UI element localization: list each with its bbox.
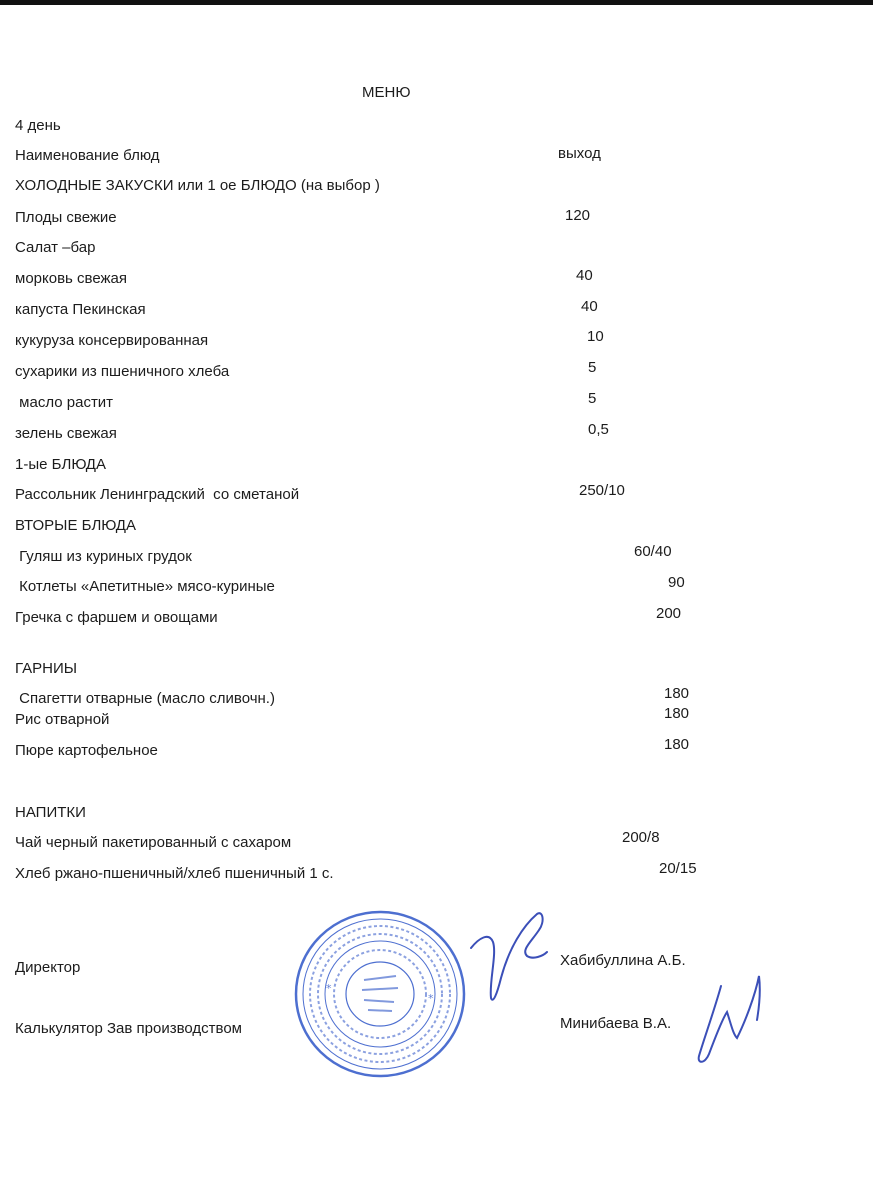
production-role: Калькулятор Зав производством <box>15 1020 242 1037</box>
dish-yield: 90 <box>668 574 685 591</box>
official-stamp <box>294 910 466 1078</box>
director-role: Директор <box>15 959 81 976</box>
section-drinks: НАПИТКИ <box>15 804 86 821</box>
dish-yield: 20/15 <box>659 860 697 877</box>
header-name: Наименование блюд <box>15 147 160 164</box>
dish-name: Рассольник Ленинградский со сметаной <box>15 486 300 503</box>
dish-yield: 60/40 <box>634 543 672 560</box>
dish-name: капуста Пекинская <box>15 301 146 318</box>
director-signature <box>465 908 550 1008</box>
dish-name: Рис отварной <box>15 711 110 728</box>
dish-yield: 200 <box>656 605 682 622</box>
dish-yield: 200/8 <box>622 829 660 846</box>
section-second-courses: ВТОРЫЕ БЛЮДА <box>15 517 136 534</box>
dish-name: морковь свежая <box>15 270 127 287</box>
dish-yield: 40 <box>576 267 593 284</box>
dish-name: сухарики из пшеничного хлеба <box>15 363 230 380</box>
dish-yield: 5 <box>588 359 597 376</box>
section-cold-starters: ХОЛОДНЫЕ ЗАКУСКИ или 1 ое БЛЮДО (на выбор ) <box>15 177 380 194</box>
dish-yield: 250/10 <box>579 482 625 499</box>
dish-yield: 180 <box>664 685 690 702</box>
dish-yield: 5 <box>588 390 597 407</box>
dish-name: Котлеты «Апетитные» мясо-куриные <box>15 578 275 595</box>
scan-top-edge <box>0 0 873 5</box>
dish-yield: 180 <box>664 705 690 722</box>
day-label: 4 день <box>15 117 61 134</box>
dish-yield: 0,5 <box>588 421 609 438</box>
page-title: МЕНЮ <box>362 84 411 101</box>
production-signature <box>693 972 768 1072</box>
svg-text:*: * <box>428 992 434 1005</box>
section-side-dishes: ГАРНИЫ <box>15 660 78 677</box>
dish-yield: 180 <box>664 736 690 753</box>
dish-name: Салат –бар <box>15 239 96 256</box>
dish-name: зелень свежая <box>15 425 117 442</box>
svg-text:*: * <box>326 982 332 995</box>
dish-yield: 40 <box>581 298 598 315</box>
dish-yield: 120 <box>565 207 591 224</box>
director-name: Хабибуллина А.Б. <box>560 952 686 969</box>
dish-name: Спагетти отварные (масло сливочн.) <box>15 690 275 707</box>
dish-name: Гуляш из куриных грудок <box>15 548 192 565</box>
dish-name: масло растит <box>15 394 114 411</box>
dish-name: Плоды свежие <box>15 209 117 226</box>
dish-name: Пюре картофельное <box>15 742 158 759</box>
dish-name: кукуруза консервированная <box>15 332 209 349</box>
dish-name: Чай черный пакетированный с сахаром <box>15 834 292 851</box>
dish-name: Гречка с фаршем и овощами <box>15 609 218 626</box>
dish-yield: 10 <box>587 328 604 345</box>
production-name: Минибаева В.А. <box>560 1015 672 1032</box>
section-first-courses: 1-ые БЛЮДА <box>15 456 106 473</box>
header-yield: выход <box>558 145 601 162</box>
dish-name: Хлеб ржано-пшеничный/хлеб пшеничный 1 с. <box>15 865 334 882</box>
